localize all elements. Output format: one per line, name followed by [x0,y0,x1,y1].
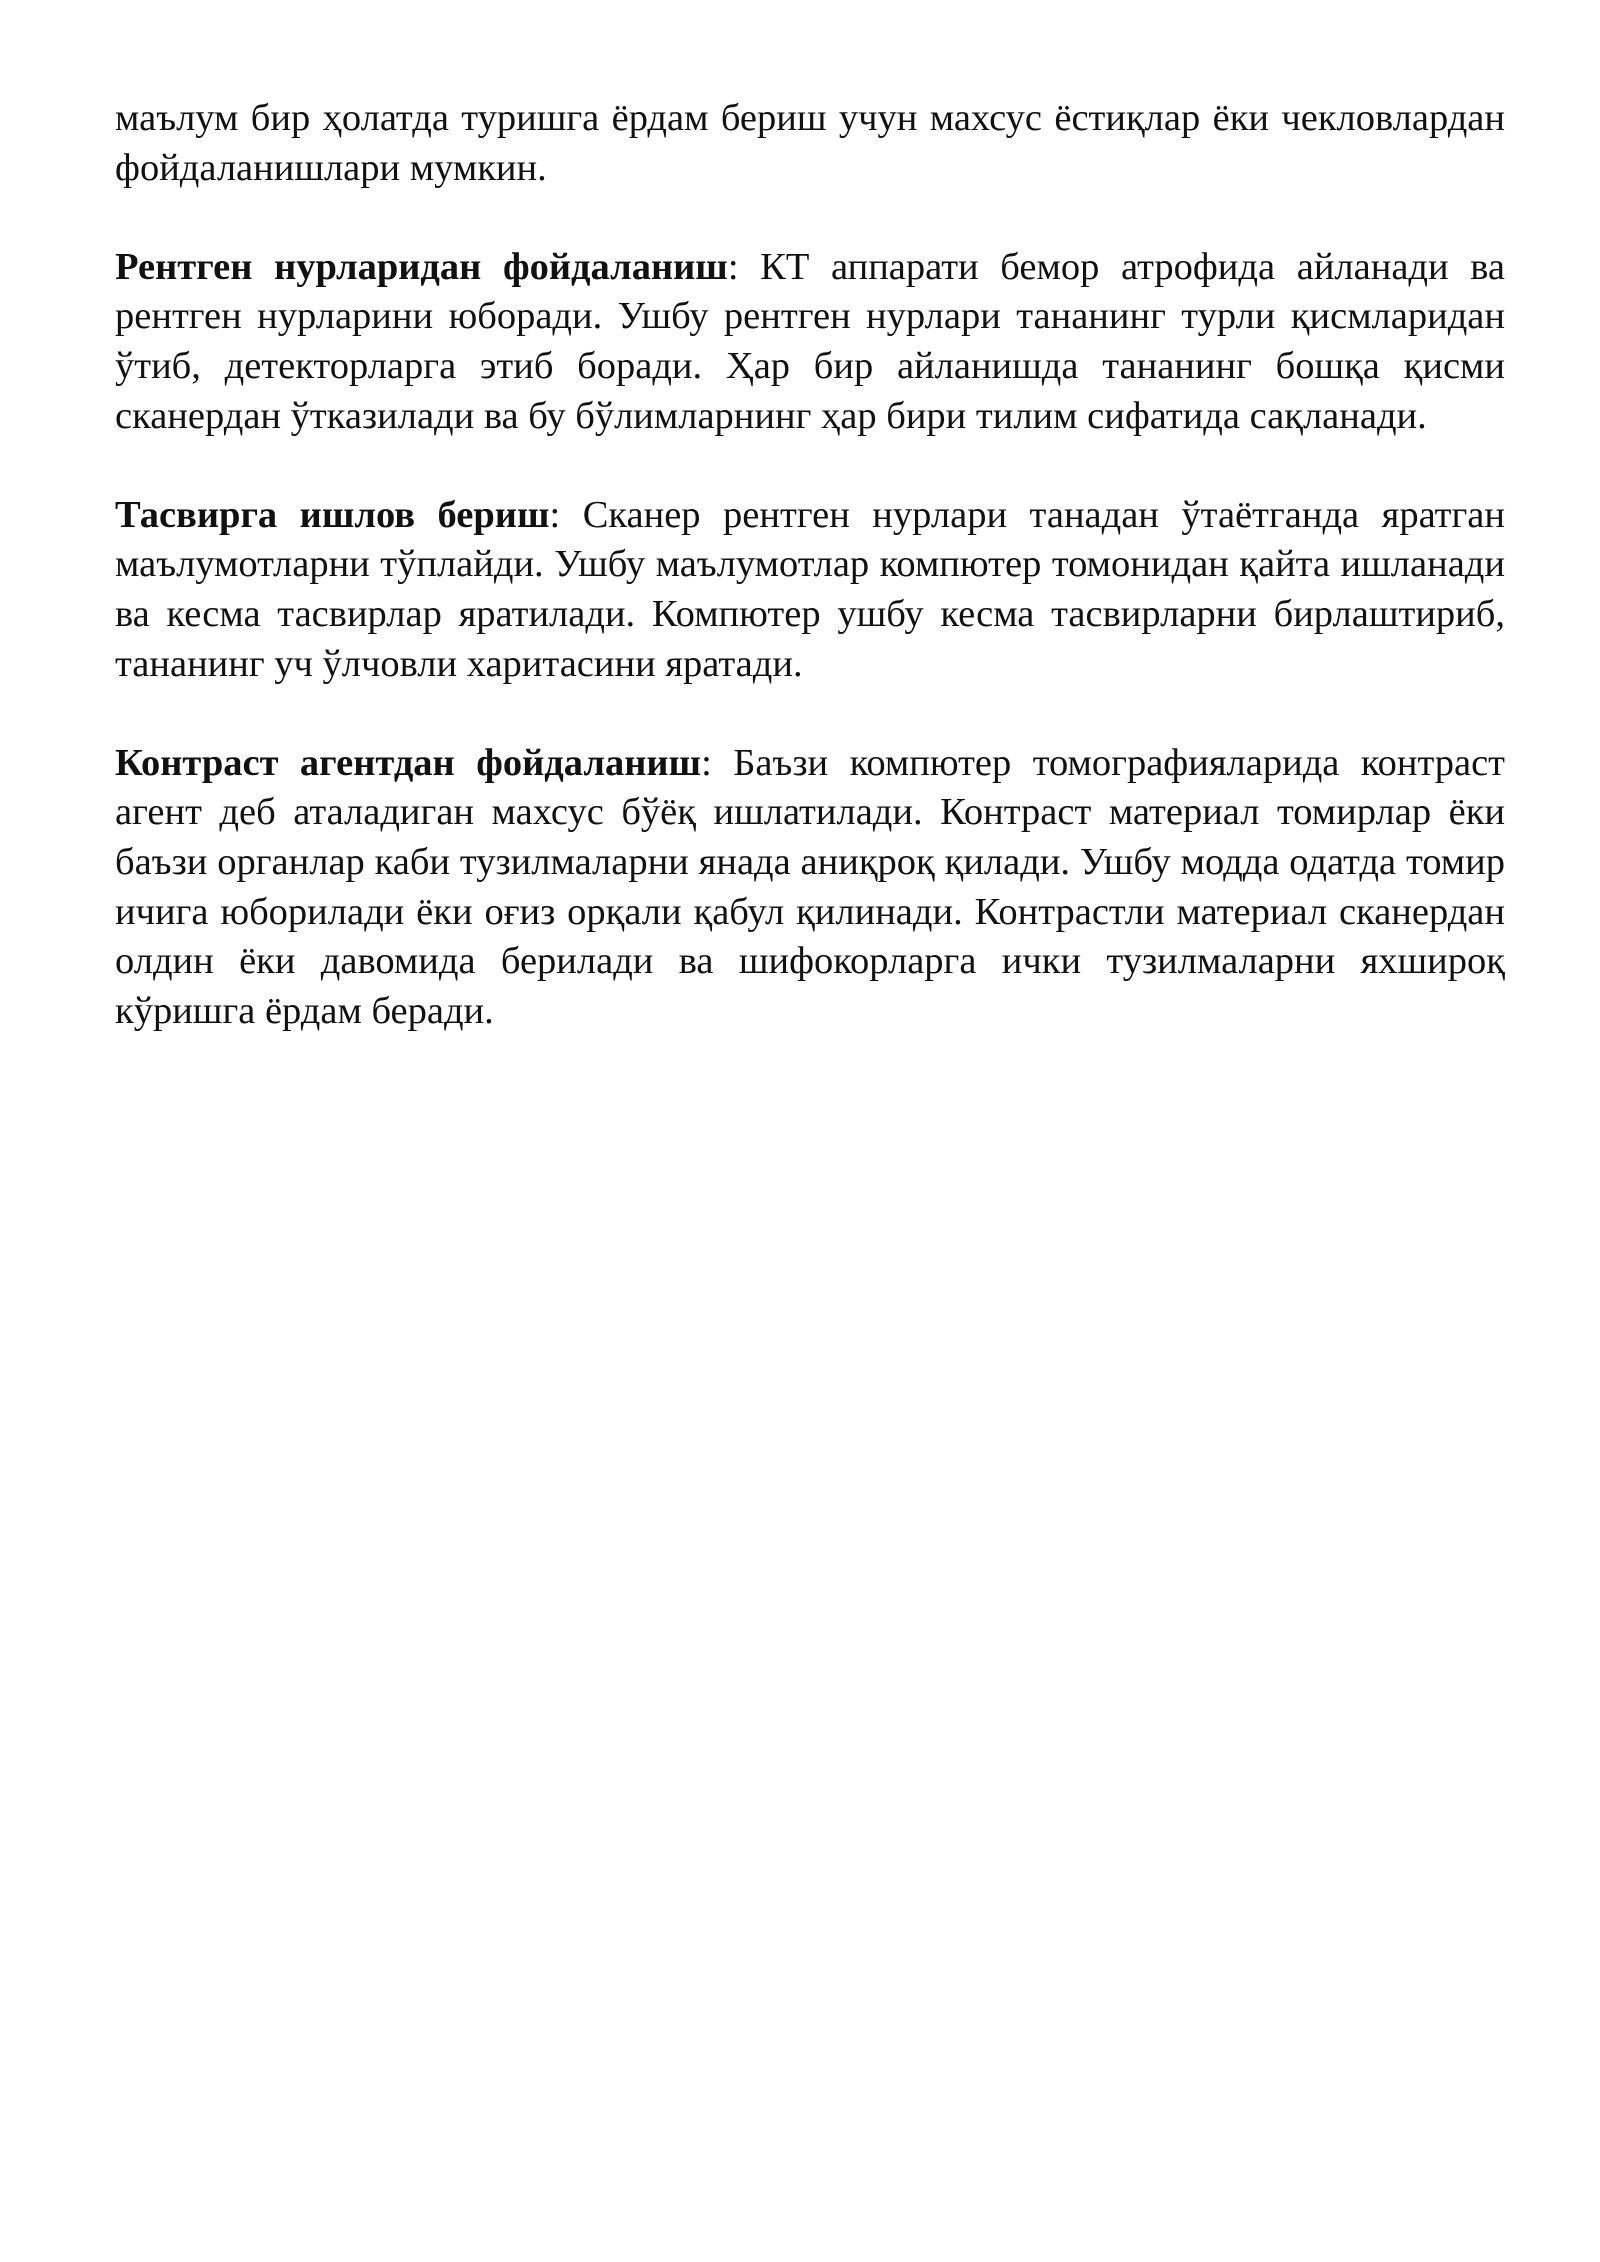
heading-separator: : [549,493,561,536]
paragraph-heading: Тасвирга ишлов бериш [115,493,550,536]
paragraph-xray-usage [115,243,1505,441]
paragraph-text: маълум бир ҳолатда туришга ёрдам бериш учун махсус ёстиқлар ёки чекловлардан фойдаланишлари мумкин. [115,97,1505,189]
paragraph-image-processing [115,491,1505,689]
paragraph-contrast-agent [115,739,1505,1037]
document-page [115,94,1505,1086]
paragraph-continuation [115,94,1505,193]
heading-separator: : [701,741,712,784]
paragraph-text: Баъзи компютер томографияларида контраст агент деб аталадиган махсус бўёқ ишлатилади. Контраст материал томирлар ёки баъзи органлар каби тузилмаларни янада аниқроқ қилади. Ушбу модда одатда томир ичига юборилади ёки оғиз орқали қабул қилинади. Контрастли материал сканердан олдин ёки давомида берилади ва шифокорларга ички тузилмаларни яхшироқ кўришга ёрдам беради. [115,741,1505,1032]
paragraph-heading: Контраст агентдан фойдаланиш [115,741,702,784]
heading-separator: : [727,245,739,288]
paragraph-text: Сканер рентген нурлари танадан ўтаётганда яратган маълумотларни тўплайди. Ушбу маълумотлар компютер томонидан қайта ишланади ва кесма тасвирлар яратилади. Компютер ушбу кесма тасвирларни бирлаштириб, тананинг уч ўлчовли харитасини яратади. [115,493,1505,685]
paragraph-text: КТ аппарати бемор атрофида айланади ва рентген нурларини юборади. Ушбу рентген нурлари тананинг турли қисмларидан ўтиб, детекторларга этиб боради. Ҳар бир айланишда тананинг бошқа қисми сканердан ўтказилади ва бу бўлимларнинг ҳар бири тилим сифатида сақланади. [115,245,1506,437]
paragraph-heading: Рентген нурларидан фойдаланиш [115,245,728,288]
